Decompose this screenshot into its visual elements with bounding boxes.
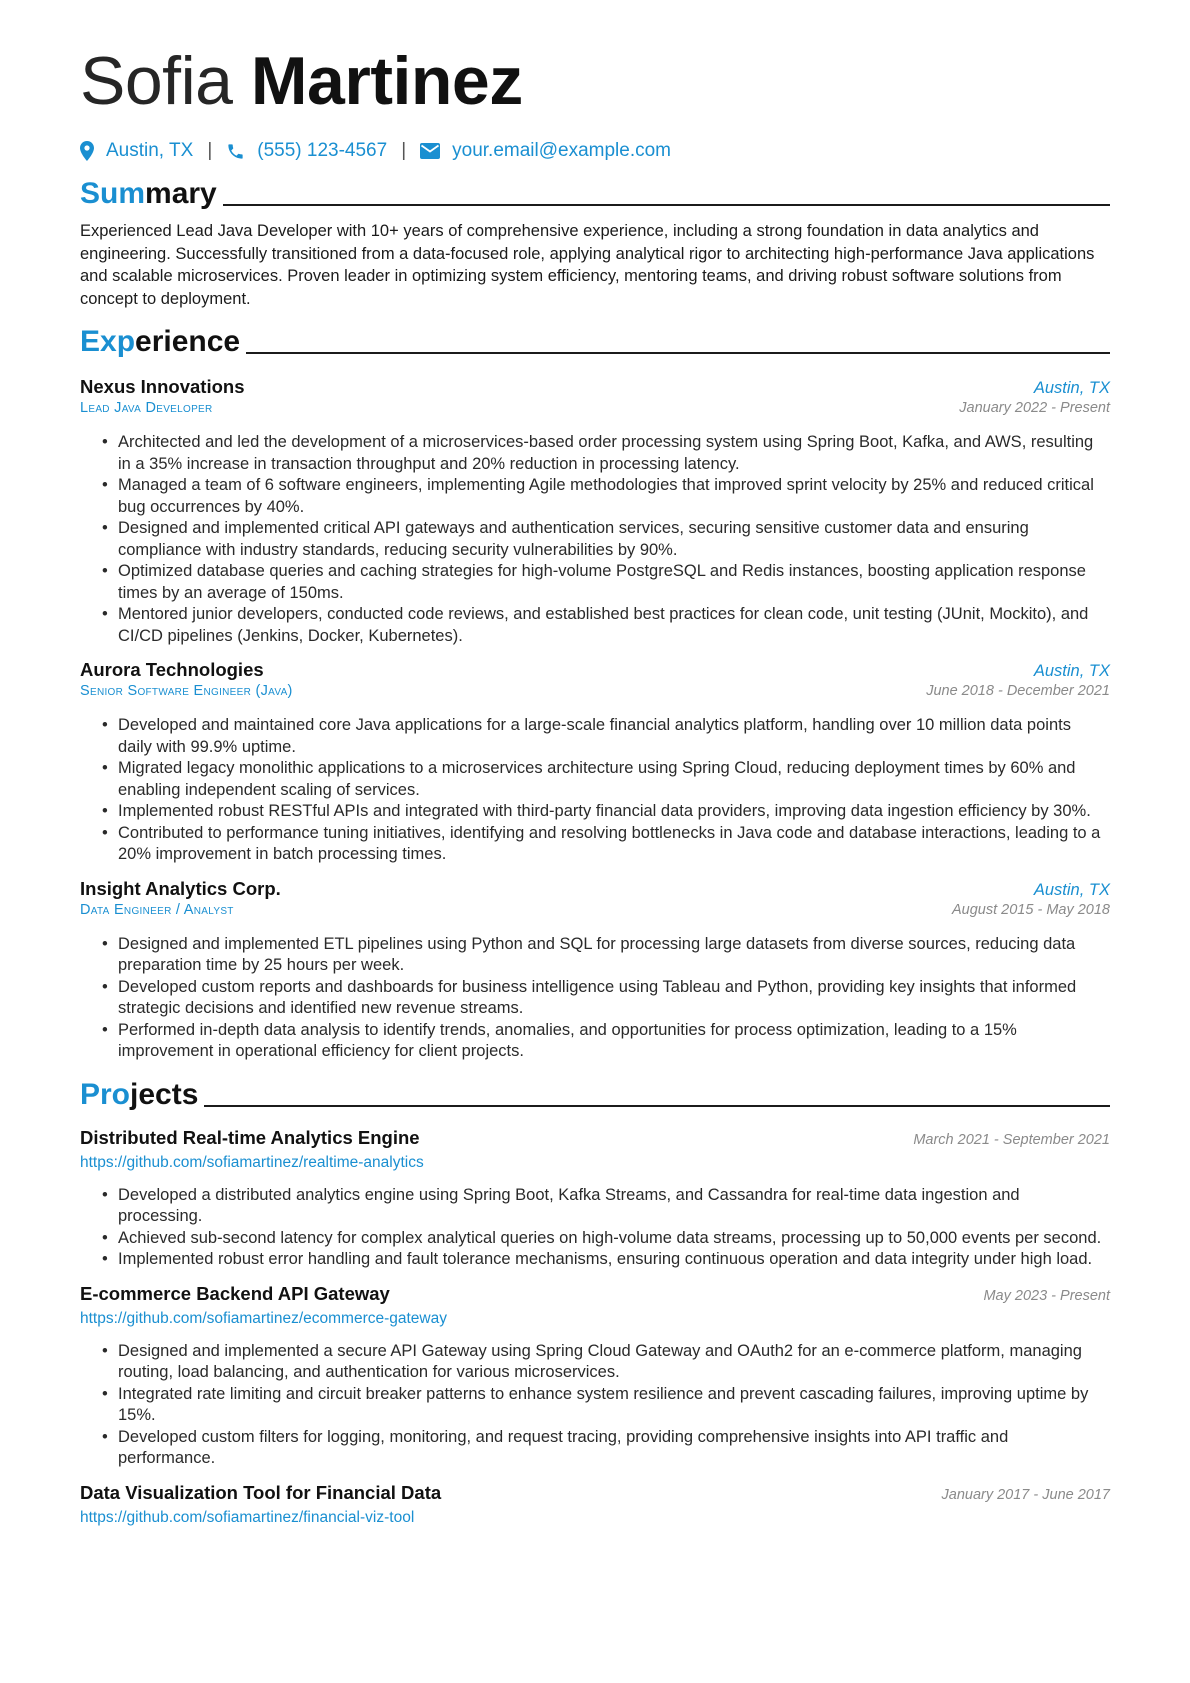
contact-separator: | bbox=[207, 140, 213, 161]
bullet-item: • Developed custom filters for logging, monitoring, and request tracing, providing comprehensive insights into API traffic and performance. bbox=[118, 1427, 1110, 1470]
project-bullets bbox=[80, 1185, 1110, 1271]
phone-icon bbox=[226, 142, 245, 161]
bullet-item: • Designed and implemented critical API gateways and authentication services, securing sensitive customer data and ensuring compliance with industry standards, reducing security vulnerabilities by 90%. bbox=[118, 518, 1110, 561]
job-location: Austin, TX bbox=[1033, 662, 1110, 680]
job-bullets bbox=[80, 432, 1110, 647]
envelope-icon bbox=[420, 143, 440, 159]
job-bullets bbox=[80, 934, 1110, 1063]
job-bullets bbox=[80, 715, 1110, 866]
bullet-item: • Managed a team of 6 software engineers, implementing Agile methodologies that improved sprint velocity by 25% and reduced critical bug occurrences by 40%. bbox=[118, 475, 1110, 518]
phone-text: (555) 123-4567 bbox=[257, 140, 388, 161]
project-name: Data Visualization Tool for Financial Data bbox=[80, 1481, 442, 1503]
section-rule bbox=[246, 352, 1110, 354]
job-location: Austin, TX bbox=[1033, 880, 1110, 899]
project-entry bbox=[80, 1482, 1110, 1530]
job-location: Austin, TX bbox=[1033, 379, 1110, 397]
bullet-item: • Developed custom reports and dashboards for business intelligence using Tableau and Python, providing key insights that informed strategic decisions and identified new revenue streams. bbox=[118, 977, 1110, 1020]
job-entry bbox=[80, 659, 1110, 866]
experience-heading-rest: erience bbox=[135, 325, 241, 358]
job-entry bbox=[80, 376, 1110, 647]
job-role: Senior Software Engineer (Java) bbox=[80, 683, 293, 699]
bullet-item: • Achieved sub-second latency for complex analytical queries on high-volume data streams, processing up to 50,000 events per second. bbox=[118, 1228, 1110, 1250]
experience-heading-accent: Exp bbox=[80, 325, 136, 358]
project-bullets bbox=[80, 1341, 1110, 1470]
job-dates: June 2018 - December 2021 bbox=[926, 683, 1110, 699]
company-name: Insight Analytics Corp. bbox=[80, 877, 281, 899]
project-entry bbox=[80, 1127, 1110, 1271]
bullet-item: • Developed and maintained core Java applications for a large-scale financial analytics platform, handling over 10 million data points daily with 99.9% uptime. bbox=[118, 715, 1110, 758]
job-dates: January 2022 - Present bbox=[959, 400, 1110, 416]
summary-text: Experienced Lead Java Developer with 10+ years of comprehensive experience, including a strong foundation in data analytics and engineering. Successfully transitioned from a data-focused role, applying analytical rigor to architecting high-performance Java applications and scalable microservices. Proven leader in optimizing system efficiency, mentoring teams, and driving robust software solutions from concept to deployment. bbox=[80, 222, 1095, 308]
bullet-item: • Mentored junior developers, conducted code reviews, and established best practices for clean code, unit testing (JUnit, Mockito), and CI/CD pipelines (Jenkins, Docker, Kubernetes). bbox=[118, 604, 1110, 647]
candidate-name bbox=[80, 38, 1110, 124]
company-name: Nexus Innovations bbox=[80, 376, 245, 397]
contact-email[interactable] bbox=[420, 140, 671, 162]
job-entry bbox=[80, 878, 1110, 1063]
contact-separator: | bbox=[401, 140, 407, 161]
projects-heading-accent: Pro bbox=[80, 1077, 131, 1111]
project-entry bbox=[80, 1283, 1110, 1470]
bullet-item: • Implemented robust error handling and fault tolerance mechanisms, ensuring continuous operation and data integrity under high load. bbox=[118, 1249, 1110, 1271]
bullet-item: • Optimized database queries and caching strategies for high-volume PostgreSQL and Redis instances, boosting application response times by an average of 150ms. bbox=[118, 561, 1110, 604]
summary-heading-rest: mary bbox=[145, 177, 217, 210]
projects-heading bbox=[80, 1077, 1110, 1113]
company-name: Aurora Technologies bbox=[80, 659, 264, 680]
summary-heading-accent: Sum bbox=[80, 177, 146, 210]
job-role: Data Engineer / Analyst bbox=[80, 901, 234, 918]
bullet-item: • Developed a distributed analytics engine using Spring Boot, Kafka Streams, and Cassandra for real-time data ingestion and processing. bbox=[118, 1185, 1110, 1228]
first-name: Sofia bbox=[80, 43, 233, 119]
contact-phone[interactable] bbox=[226, 140, 387, 162]
bullet-item: • Architected and led the development of a microservices-based order processing system using Spring Boot, Kafka, and AWS, resulting in a 35% increase in transaction throughput and 20% reduction in processing latency. bbox=[118, 432, 1110, 475]
project-link[interactable]: https://github.com/sofiamartinez/financial-viz-tool bbox=[80, 1508, 415, 1526]
job-role: Lead Java Developer bbox=[80, 400, 213, 416]
experience-heading bbox=[80, 324, 1110, 360]
section-rule bbox=[223, 204, 1110, 206]
bullet-item: • Performed in-depth data analysis to identify trends, anomalies, and opportunities for process optimization, leading to a 15% improvement in operational efficiency for client projects. bbox=[118, 1020, 1110, 1063]
contact-location bbox=[80, 140, 193, 162]
projects-heading-rest: jects bbox=[130, 1077, 199, 1111]
bullet-item: • Designed and implemented ETL pipelines using Python and SQL for processing large datasets from diverse sources, reducing data preparation time by 25 hours per week. bbox=[118, 934, 1110, 977]
project-dates: January 2017 - June 2017 bbox=[941, 1486, 1110, 1503]
bullet-item: • Migrated legacy monolithic applications to a microservices architecture using Spring Cloud, reducing deployment times by 60% and enabling independent scaling of services. bbox=[118, 758, 1110, 801]
location-text: Austin, TX bbox=[106, 140, 194, 161]
project-name: E-commerce Backend API Gateway bbox=[80, 1282, 390, 1304]
bullet-item: • Integrated rate limiting and circuit breaker patterns to enhance system resilience and prevent cascading failures, improving uptime by 15%. bbox=[118, 1384, 1110, 1427]
project-link[interactable]: https://github.com/sofiamartinez/ecommerce-gateway bbox=[80, 1309, 447, 1327]
email-text: your.email@example.com bbox=[452, 140, 671, 161]
map-pin-icon bbox=[80, 141, 94, 161]
section-rule bbox=[204, 1105, 1110, 1107]
contact-bar bbox=[80, 138, 1110, 164]
bullet-item: • Designed and implemented a secure API Gateway using Spring Cloud Gateway and OAuth2 for an e-commerce platform, managing routing, load balancing, and authentication for various microservices. bbox=[118, 1341, 1110, 1384]
bullet-item: • Implemented robust RESTful APIs and integrated with third-party financial data providers, improving data ingestion efficiency by 30%. bbox=[118, 801, 1110, 823]
project-link[interactable]: https://github.com/sofiamartinez/realtime-analytics bbox=[80, 1153, 424, 1171]
summary-heading bbox=[80, 176, 1110, 212]
project-name: Distributed Real-time Analytics Engine bbox=[80, 1126, 420, 1148]
bullet-item: • Contributed to performance tuning initiatives, identifying and resolving bottlenecks in Java code and database interactions, leading to a 20% improvement in batch processing times. bbox=[118, 823, 1110, 866]
project-dates: March 2021 - September 2021 bbox=[913, 1131, 1110, 1148]
project-dates: May 2023 - Present bbox=[983, 1287, 1110, 1304]
last-name: Martinez bbox=[250, 43, 523, 119]
job-dates: August 2015 - May 2018 bbox=[952, 901, 1110, 918]
